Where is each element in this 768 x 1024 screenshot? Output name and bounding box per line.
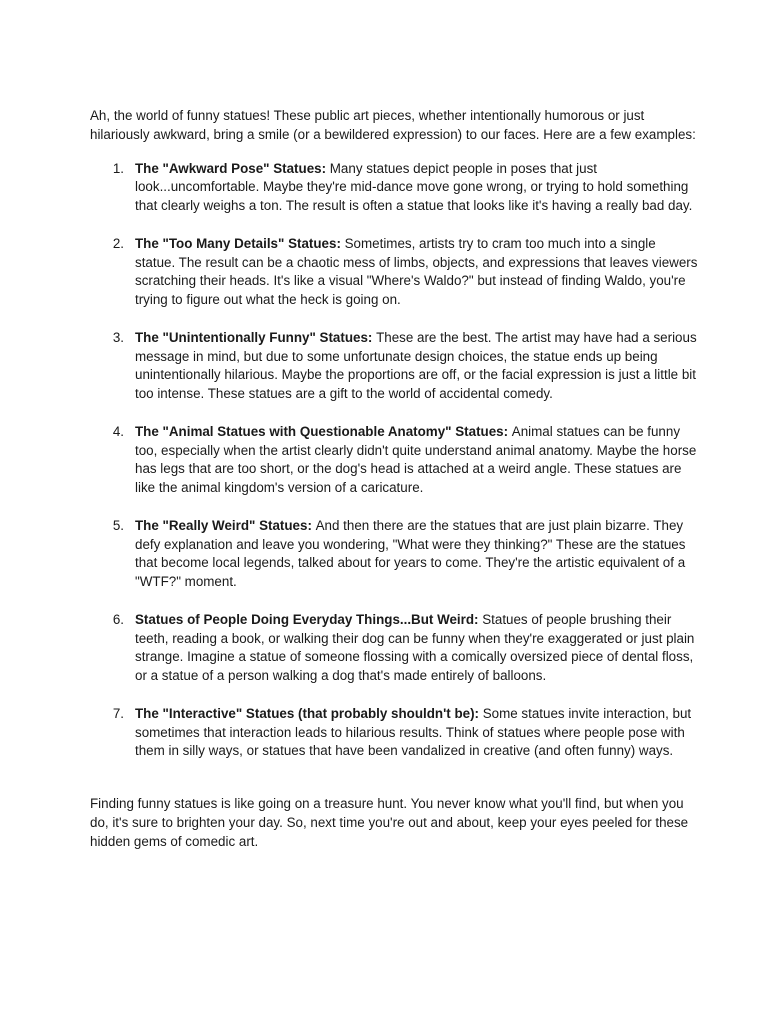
list-number: 3. (112, 329, 124, 345)
item-text: Some statues invite interaction, but sometimes that interaction leads to hilarious results. Think of statues where people pose with them in silly ways, or statues that have been vandalized in creative (and often funny) ways. (135, 705, 692, 759)
list-item (90, 705, 698, 761)
item-title: The "Too Many Details" Statues: (135, 235, 345, 251)
list-item (90, 235, 698, 310)
item-title: Statues of People Doing Everyday Things...But Weird: (135, 611, 483, 627)
intro-paragraph: Ah, the world of funny statues! These public art pieces, whether intentionally humorous or just hilariously awkward, bring a smile (or a bewildered expression) to our faces. Here are a few examples: (90, 108, 696, 142)
item-title: The "Interactive" Statues (that probably shouldn't be): (135, 705, 483, 721)
item-title: The "Really Weird" Statues: (135, 517, 316, 533)
list-item (90, 611, 698, 686)
item-title: The "Awkward Pose" Statues: (135, 160, 330, 176)
item-text: These are the best. The artist may have had a serious message in mind, but due to some unfortunate design choices, the statue ends up being unintentionally hilarious. Maybe the proportions are off, or the facial expression is just a little bit too intense. These statues are a gift to the world of accidental comedy. (135, 329, 697, 402)
item-text: Many statues depict people in poses that just look...uncomfortable. Maybe they're mid-dance move gone wrong, or trying to hold something that clearly weighs a ton. The result is often a statue that looks like it's having a really bad day. (135, 160, 693, 214)
list-number: 1. (112, 160, 124, 176)
list-number: 4. (112, 423, 124, 439)
item-text: Sometimes, artists try to cram too much into a single statue. The result can be a chaotic mess of limbs, objects, and expressions that leaves viewers scratching their heads. It's like a visual "Where's Waldo?" but instead of finding Waldo, you're trying to figure out what the heck is going on. (135, 235, 698, 308)
list-number: 7. (112, 705, 124, 721)
list-number: 5. (112, 517, 124, 533)
list-number: 2. (112, 235, 124, 251)
item-text: And then there are the statues that are just plain bizarre. They defy explanation and leave you wondering, "What were they thinking?" These are the statues that become local legends, talked about for years to come. They're the artistic equivalent of a "WTF?" moment. (135, 517, 686, 590)
item-title: The "Animal Statues with Questionable Anatomy" Statues: (135, 423, 512, 439)
closing-paragraph: Finding funny statues is like going on a treasure hunt. You never know what you'll find, but when you do, it's sure to brighten your day. So, next time you're out and about, keep your eyes peeled for these hidden gems of comedic art. (90, 796, 689, 849)
list-number: 6. (112, 611, 124, 627)
item-title: The "Unintentionally Funny" Statues: (135, 329, 377, 345)
item-text: Animal statues can be funny too, especially when the artist clearly didn't quite understand animal anatomy. Maybe the horse has legs that are too short, or the dog's head is attached at a weird angle. These statues are like the animal kingdom's version of a caricature. (135, 423, 697, 496)
list-item (90, 423, 698, 498)
list-item (90, 329, 698, 404)
list-item (90, 517, 698, 592)
item-text: Statues of people brushing their teeth, reading a book, or walking their dog can be funny when they're exaggerated or just plain strange. Imagine a statue of someone flossing with a comically oversized piece of dental floss, or a statue of a person walking a dog that's made entirely of balloons. (135, 611, 695, 684)
list-item (90, 160, 698, 216)
statue-list (90, 160, 698, 762)
